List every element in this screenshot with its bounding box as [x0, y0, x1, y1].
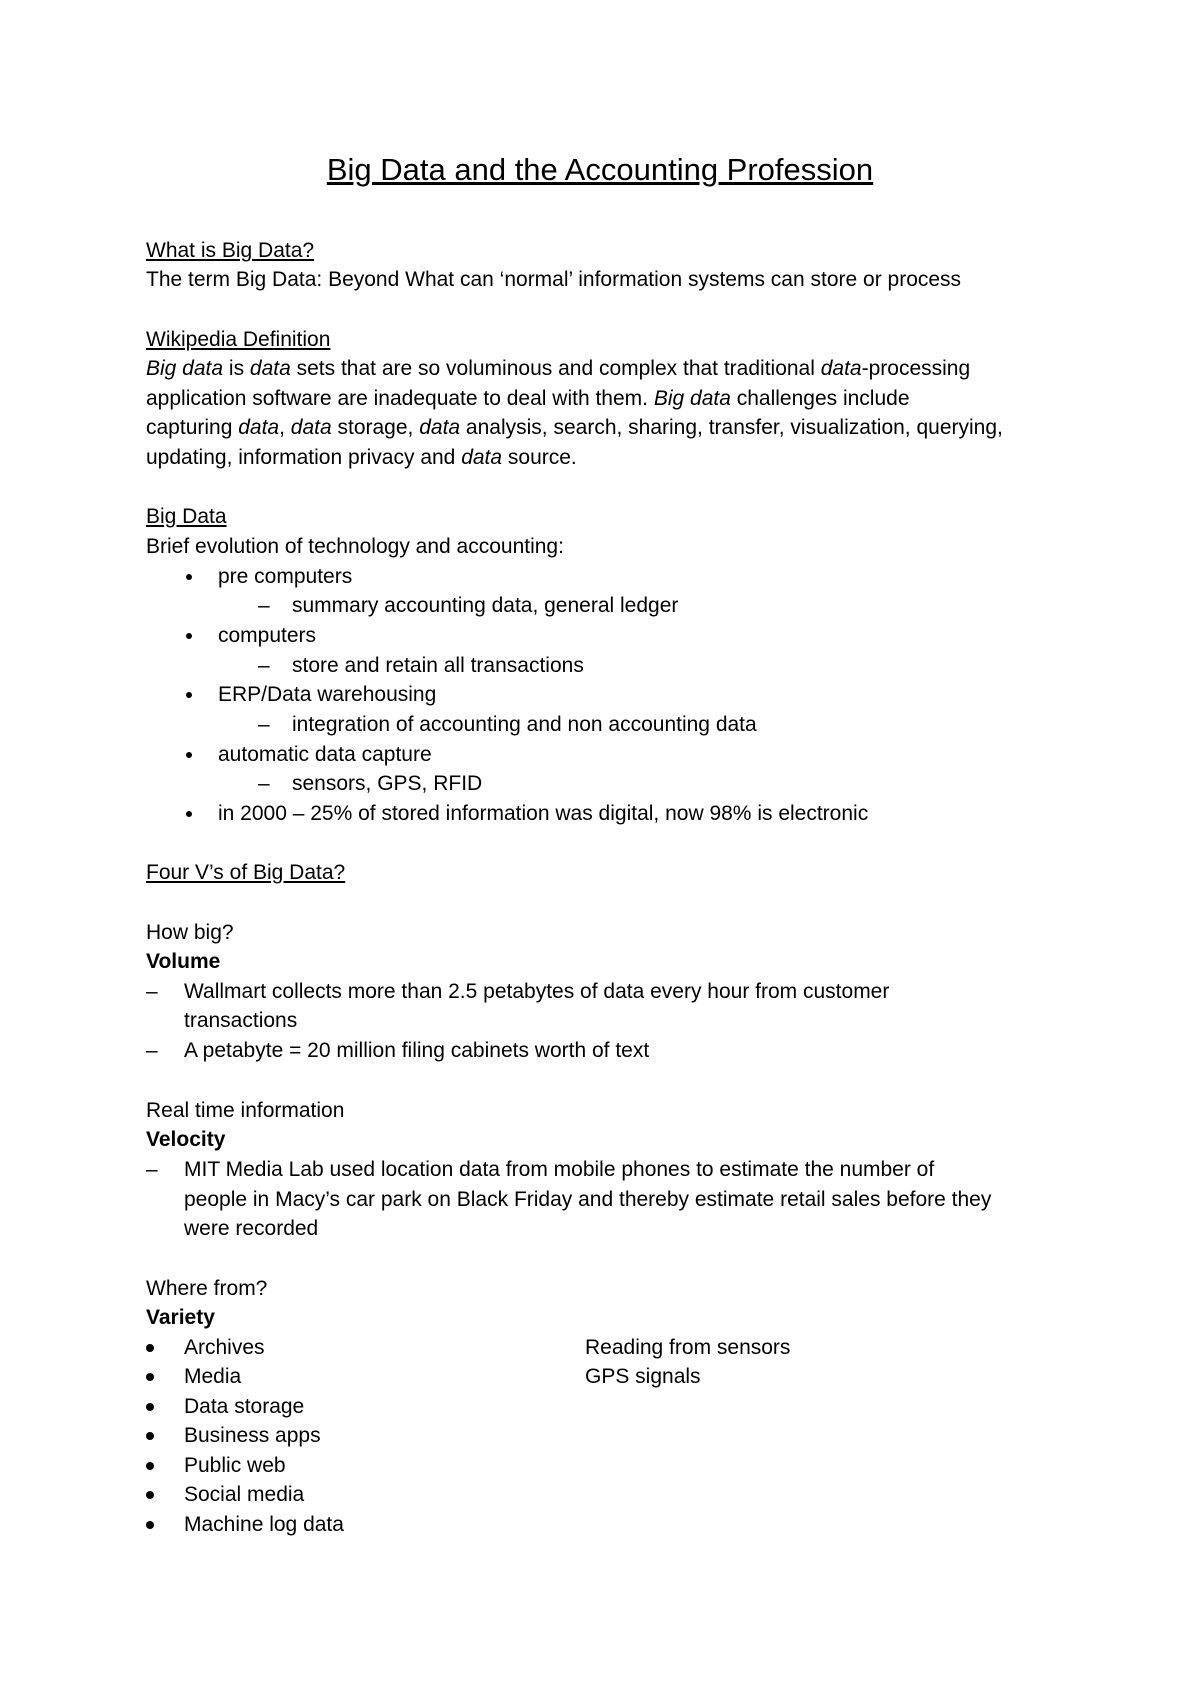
bullet-icon	[146, 1344, 154, 1352]
wikipedia-line-2: application software are inadequate to deal with them. Big data challenges include	[146, 387, 910, 410]
big-data-heading: Big Data	[146, 505, 227, 528]
bullet-icon	[146, 1462, 154, 1470]
velocity-item-continued: were recorded	[184, 1217, 319, 1240]
variety-question: Where from?	[146, 1277, 268, 1300]
wikipedia-heading: Wikipedia Definition	[146, 328, 331, 351]
document-title: Big Data and the Accounting Profession	[326, 152, 874, 187]
bullet-icon	[186, 692, 192, 698]
bullet-icon	[146, 1491, 154, 1499]
evolution-subitem: – sensors, GPS, RFID	[258, 772, 483, 795]
volume-item: – Wallmart collects more than 2.5 petabytes of data every hour from customer	[146, 980, 890, 1003]
what-is-text: The term Big Data: Beyond What can ‘normal’ information systems can store or process	[146, 268, 962, 291]
volume-item: – A petabyte = 20 million filing cabinets worth of text	[146, 1039, 650, 1062]
evolution-subitem: – integration of accounting and non accounting data	[258, 713, 757, 736]
velocity-item: – MIT Media Lab used location data from mobile phones to estimate the number of	[146, 1158, 935, 1181]
four-vs-heading: Four V’s of Big Data?	[146, 861, 346, 884]
variety-right-item: GPS signals	[585, 1365, 701, 1388]
bullet-icon	[146, 1521, 154, 1529]
wikipedia-line-4: updating, information privacy and data source.	[146, 446, 577, 469]
what-is-heading: What is Big Data?	[146, 239, 315, 262]
evolution-subitem: – summary accounting data, general ledger	[258, 594, 679, 617]
volume-label: Volume	[146, 950, 221, 973]
document-page: Big Data and the Accounting Profession What is Big Data? The term Big Data: Beyond What can ‘normal’ information systems can store or process Wikipedia Definition Big data is data sets that are so voluminous and complex that traditional data-processing application software are inadequate to deal with them. Big data challenges include capturing data, data storage, data analysis, search, sharing, transfer, visualization, querying, updating, information privacy and data source. Big Data Brief evolution of technology and accounting: pre computers – summary accounting data, general ledger computers – store and retain all transactions ERP/Data warehousing – integration of accounting and non accounting data automatic data capture – sensors, GPS, RFID in 2000 – 25% of stored information was digital, now 98% is electronic Four V’s of Big Data? How big? Volume – Wallmart collects more than 2.5 petabytes of data every hour from customer transactions – A petabyte = 20 million filing cabinets worth of text Real time information Velocity – MIT Media Lab used location data from mobile phones to estimate the number of people in Macy’s car park on Black Friday and thereby estimate retail sales before they were recorded Where from? Variety Archives Media Data storage Business apps Public web Social media Machine log data Reading from sensors GPS signals	[0, 0, 1200, 1698]
bullet-icon	[186, 752, 192, 758]
variety-right-item: Reading from sensors	[585, 1336, 791, 1359]
big-data-intro: Brief evolution of technology and accounting:	[146, 535, 564, 558]
velocity-label: Velocity	[146, 1128, 226, 1151]
velocity-question: Real time information	[146, 1099, 345, 1122]
bullet-icon	[186, 633, 192, 639]
bullet-icon	[146, 1432, 154, 1440]
wikipedia-line-3: capturing data, data storage, data analysis, search, sharing, transfer, visualization, querying,	[146, 416, 1003, 439]
velocity-item-continued: people in Macy’s car park on Black Friday and thereby estimate retail sales before they	[184, 1188, 992, 1211]
evolution-subitem: – store and retain all transactions	[258, 654, 584, 677]
volume-item-continued: transactions	[184, 1009, 298, 1032]
volume-question: How big?	[146, 921, 234, 944]
bullet-icon	[186, 811, 192, 817]
variety-label: Variety	[146, 1306, 215, 1329]
bullet-icon	[186, 574, 192, 580]
bullet-icon	[146, 1373, 154, 1381]
bullet-icon	[146, 1403, 154, 1411]
wikipedia-line-1: Big data is data sets that are so voluminous and complex that traditional data-processing	[146, 357, 971, 380]
